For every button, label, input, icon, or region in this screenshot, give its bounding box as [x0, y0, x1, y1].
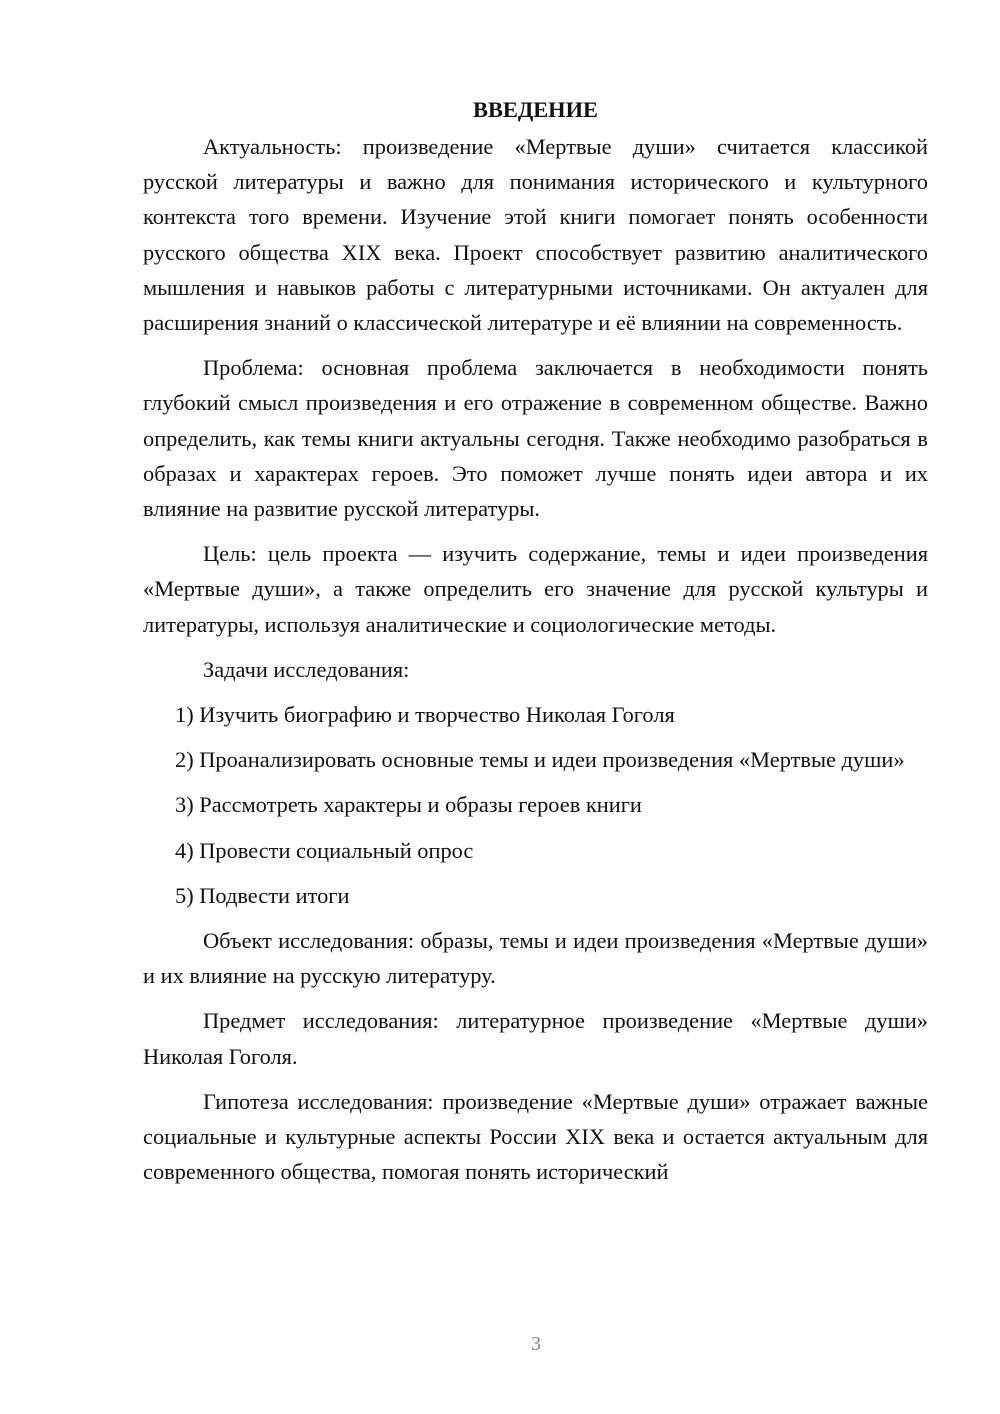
hypothesis-paragraph: Гипотеза исследования: произведение «Мертвые души» отражает важные социальные и культурные аспекты России XIX века и остается актуальным для современного общества, помогая понять исторический [143, 1088, 928, 1185]
goal-paragraph: Цель: цель проекта — изучить содержание, темы и идеи произведения «Мертвые души», а также определить его значение для русской культуры и литературы, используя аналитические и социологические методы. [143, 541, 928, 637]
section-title: ВВЕДЕНИЕ [473, 97, 598, 122]
object-paragraph: Объект исследования: образы, темы и идеи произведения «Мертвые души» и их влияние на русскую литературу. [143, 928, 928, 989]
tasks-heading: Задачи исследования: [203, 656, 410, 682]
document-page [143, 92, 928, 1199]
task-item: 3) Рассмотреть характеры и образы героев книги [175, 792, 642, 818]
task-item: 2) Проанализировать основные темы и идеи произведения «Мертвые души» [175, 747, 905, 773]
subject-paragraph: Предмет исследования: литературное произведение «Мертвые души» Николая Гоголя. [143, 1008, 928, 1069]
relevance-paragraph: Актуальность: произведение «Мертвые души» считается классикой русской литературы и важно для понимания исторического и культурного контекста того времени. Изучение этой книги помогает понять особенности русского общества XIX века. Проект способствует развитию аналитического мышления и навыков работы с литературными источниками. Он актуален для расширения знаний о классической литературе и её влиянии на современность. [143, 134, 928, 336]
problem-paragraph: Проблема: основная проблема заключается в необходимости понять глубокий смысл произведения и его отражение в современном обществе. Важно определить, как темы книги актуальны сегодня. Также необходимо разобраться в образах и характерах героев. Это поможет лучше понять идеи автора и их влияние на развитие русской литературы. [143, 355, 928, 522]
task-item: 1) Изучить биографию и творчество Николая Гоголя [175, 702, 675, 728]
page-number: 3 [531, 1333, 541, 1355]
task-item: 4) Провести социальный опрос [175, 837, 474, 863]
task-item: 5) Подвести итоги [175, 882, 350, 908]
